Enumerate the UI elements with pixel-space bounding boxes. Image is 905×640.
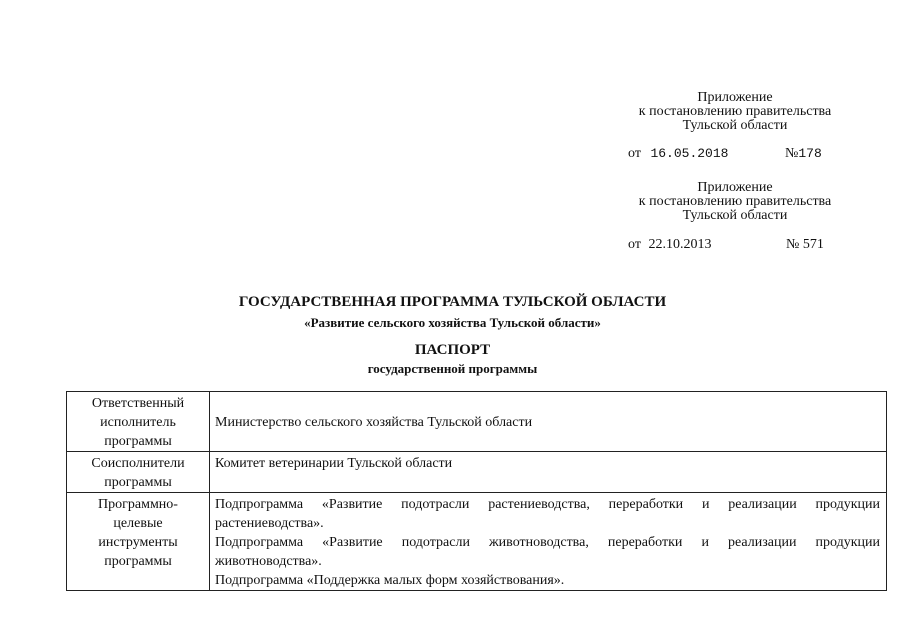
row-value	[210, 452, 887, 493]
passport-table	[66, 391, 887, 591]
label-line: инструменты	[98, 535, 178, 550]
number-value: 178	[798, 146, 822, 161]
row-label	[67, 452, 210, 493]
appendix-header-original	[600, 181, 870, 223]
appendix-line: Приложение	[697, 180, 773, 195]
label-line: программы	[104, 475, 172, 490]
label-line: программы	[104, 434, 172, 449]
date-value: 16.05.2018	[650, 146, 729, 161]
value-paragraph: Подпрограмма «Развитие подотрасли животноводства, переработки и реализации продукции животноводства».	[215, 535, 880, 569]
appendix-line: Тульской области	[682, 118, 788, 133]
passport-heading: ПАСПОРТ	[414, 342, 491, 358]
table-row	[67, 392, 887, 452]
number-line-current	[785, 146, 822, 162]
table-row	[67, 493, 887, 591]
label-line: программы	[104, 554, 172, 569]
date-prefix: от	[628, 237, 641, 252]
program-subtitle: «Развитие сельского хозяйства Тульской области»	[304, 315, 601, 330]
appendix-line: к постановлению правительства	[638, 194, 832, 209]
date-value: 22.10.2013	[648, 237, 712, 252]
number-prefix: №	[785, 146, 799, 161]
number-line-original	[786, 237, 824, 253]
row-value	[210, 392, 887, 452]
appendix-header-current	[600, 91, 870, 133]
label-line: исполнитель	[100, 415, 176, 430]
label-line: Программно-	[98, 497, 178, 512]
label-line: целевые	[113, 516, 163, 531]
row-value	[210, 493, 887, 591]
value-paragraph: Министерство сельского хозяйства Тульской области	[215, 415, 533, 430]
row-label	[67, 392, 210, 452]
row-label	[67, 493, 210, 591]
program-title: ГОСУДАРСТВЕННАЯ ПРОГРАММА ТУЛЬСКОЙ ОБЛАСТИ	[238, 294, 667, 310]
date-line-original	[628, 237, 711, 253]
number-value: № 571	[786, 237, 824, 252]
value-paragraph: Подпрограмма «Развитие подотрасли растениеводства, переработки и реализации продукции растениеводства».	[215, 497, 880, 531]
appendix-line: Приложение	[697, 90, 773, 105]
value-paragraph: Комитет ветеринарии Тульской области	[215, 456, 453, 471]
value-paragraph: Подпрограмма «Поддержка малых форм хозяйствования».	[215, 573, 565, 588]
appendix-line: Тульской области	[682, 208, 788, 223]
label-line: Соисполнители	[91, 456, 185, 471]
label-line: Ответственный	[91, 396, 185, 411]
appendix-line: к постановлению правительства	[638, 104, 832, 119]
passport-subheading: государственной программы	[367, 361, 538, 376]
table-row	[67, 452, 887, 493]
date-prefix: от	[628, 146, 641, 161]
date-line-current	[628, 146, 728, 162]
